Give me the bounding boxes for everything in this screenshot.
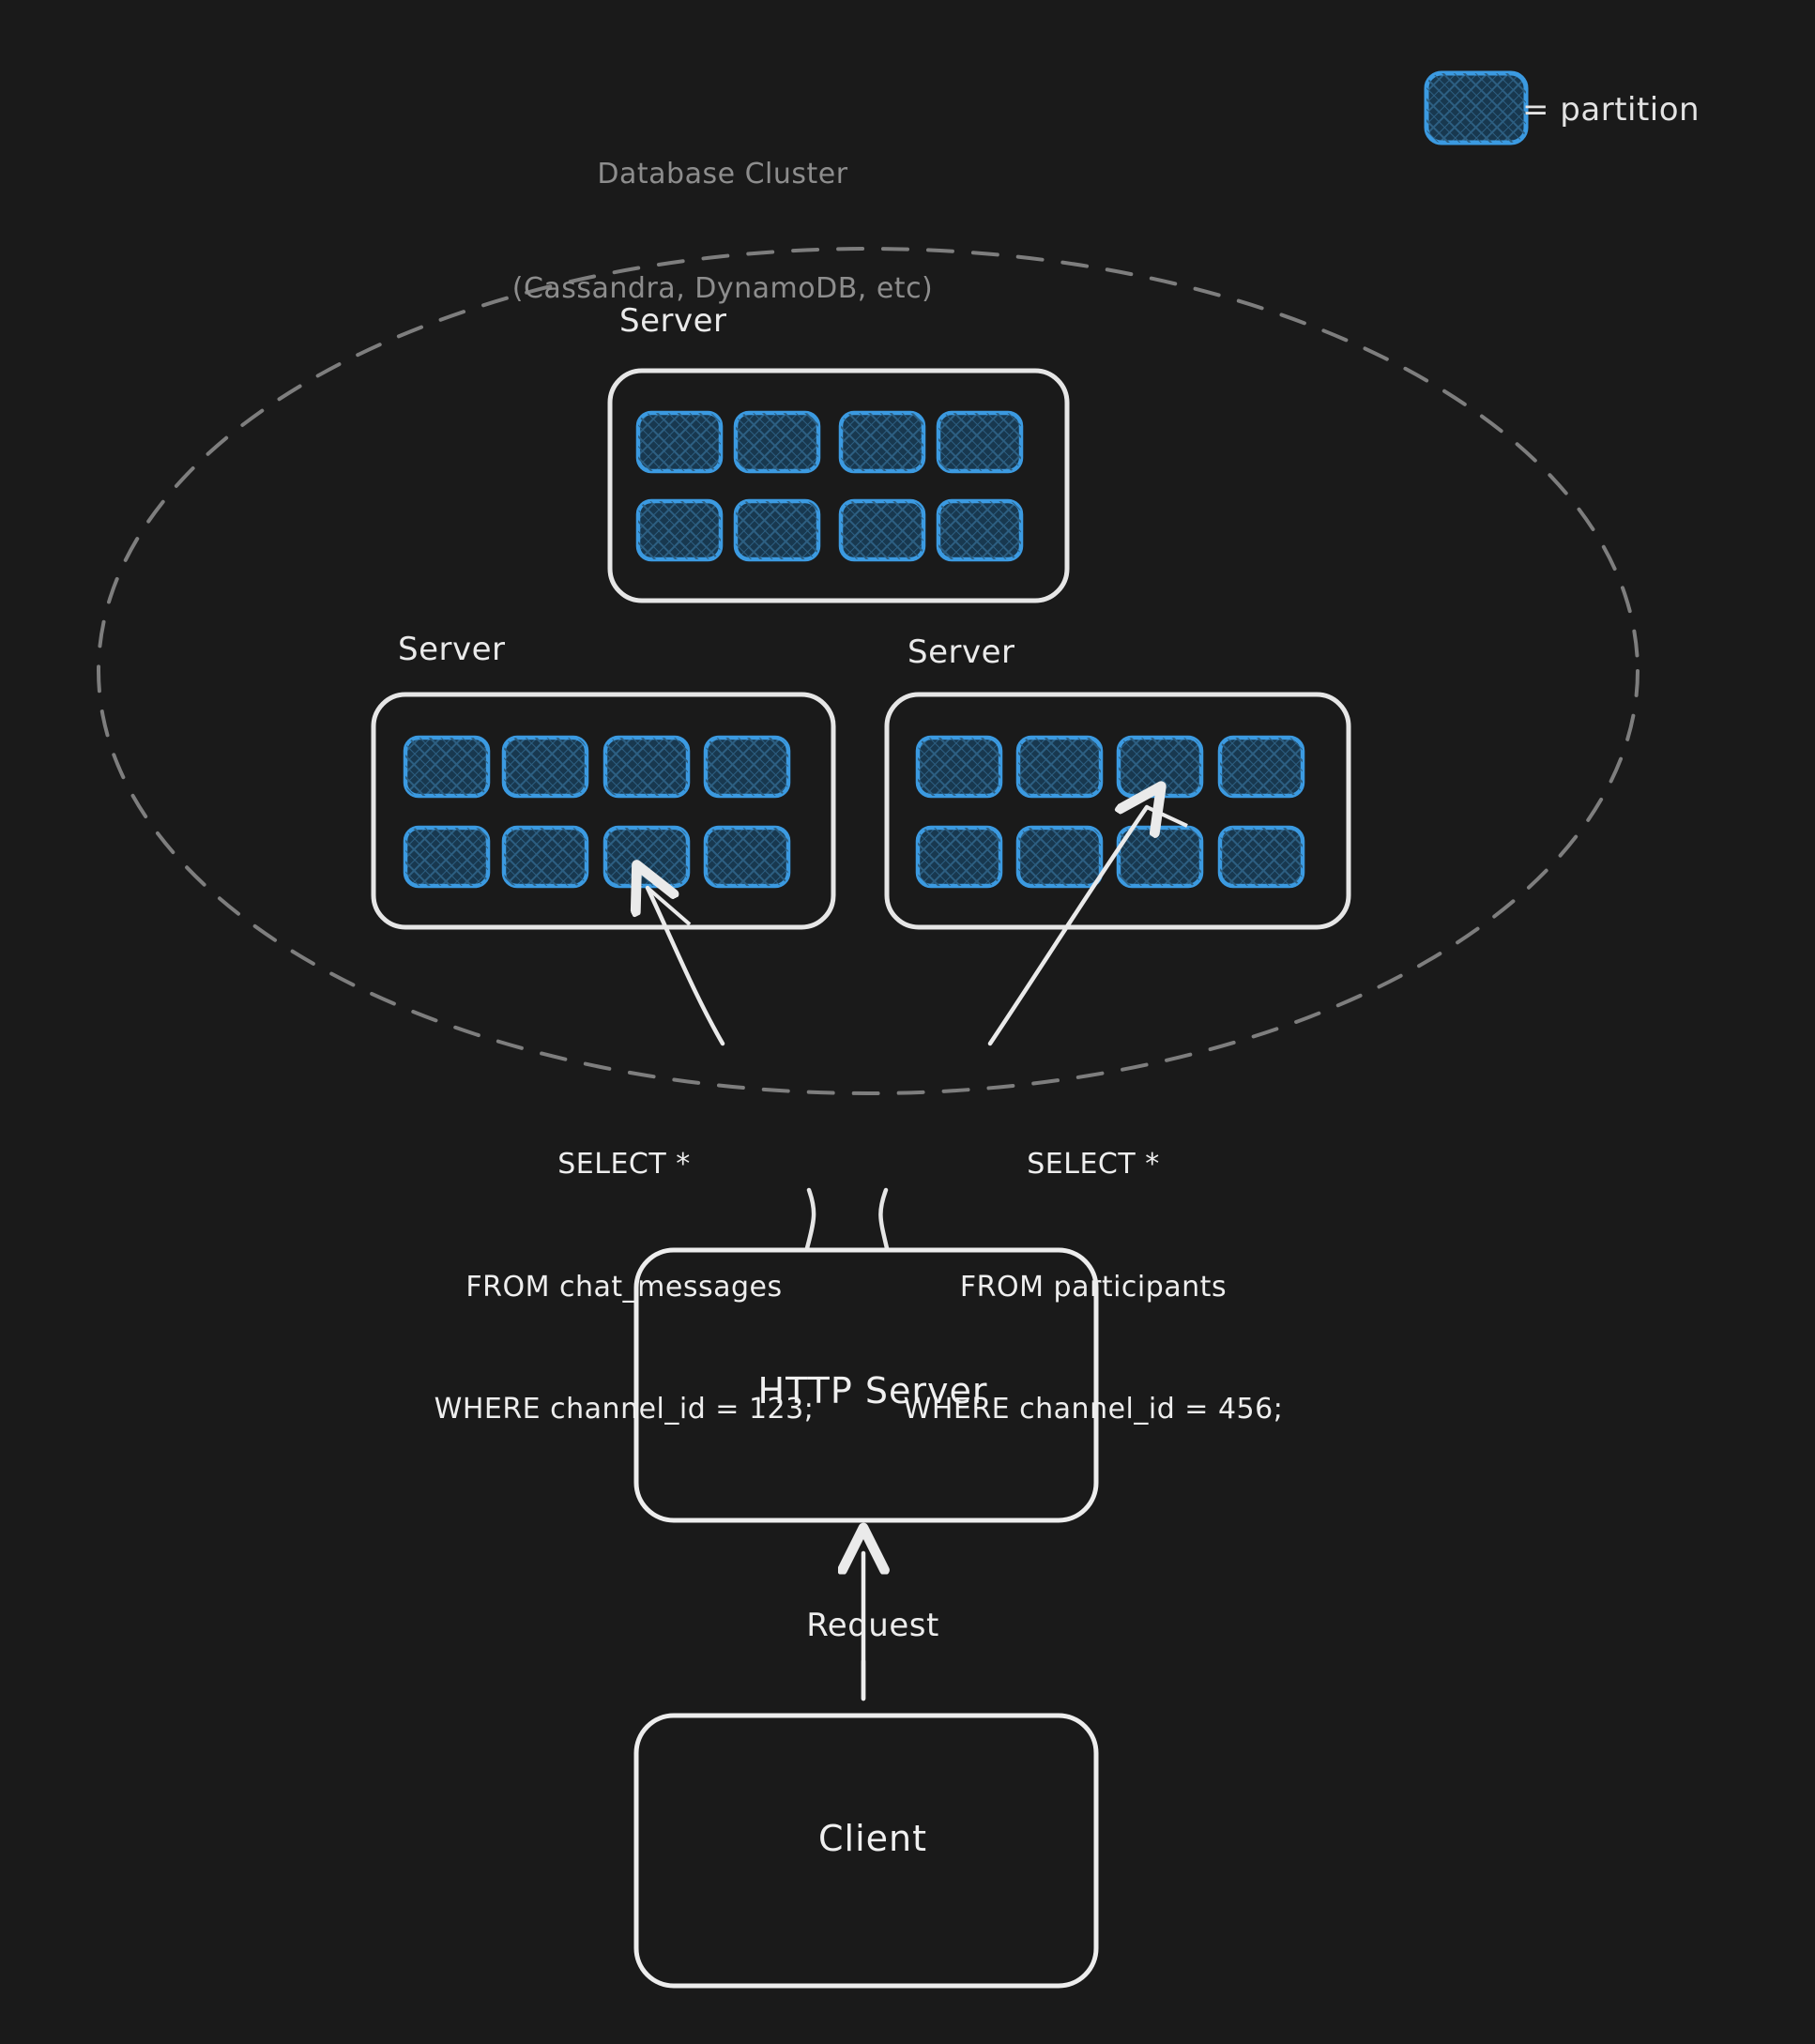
server-label-1: Server: [619, 302, 727, 340]
http-server-label: HTTP Server: [757, 1370, 988, 1411]
query-2-line2: FROM participants: [959, 1270, 1228, 1304]
partition-group-2: [405, 738, 788, 886]
query-2-line1: SELECT *: [1027, 1148, 1160, 1181]
request-label: Request: [806, 1607, 939, 1644]
server-node-1: [610, 371, 1067, 601]
server-label-2: Server: [398, 631, 506, 668]
server-label-3: Server: [908, 633, 1015, 671]
client-label: Client: [817, 1818, 927, 1859]
query-arrow-1: [648, 888, 723, 1044]
query-1-line2: FROM chat_messages: [465, 1270, 783, 1304]
cluster-title-line2: (Cassandra, DynamoDB, etc): [511, 271, 934, 305]
query-1-line3: WHERE channel_id = 123;: [434, 1393, 815, 1426]
legend-label: = partition: [1522, 91, 1701, 129]
query-2-line3: WHERE channel_id = 456;: [903, 1393, 1284, 1426]
query-1-line1: SELECT *: [557, 1148, 691, 1181]
partition-group-1: [638, 413, 1021, 559]
server-node-2: [374, 694, 833, 927]
query-label-1: [404, 1062, 845, 1512]
query-label-2: [873, 1062, 1314, 1512]
server-node-3: [887, 694, 1349, 927]
cluster-title-line1: Database Cluster: [597, 158, 848, 191]
legend-swatch-icon: [1426, 73, 1526, 143]
